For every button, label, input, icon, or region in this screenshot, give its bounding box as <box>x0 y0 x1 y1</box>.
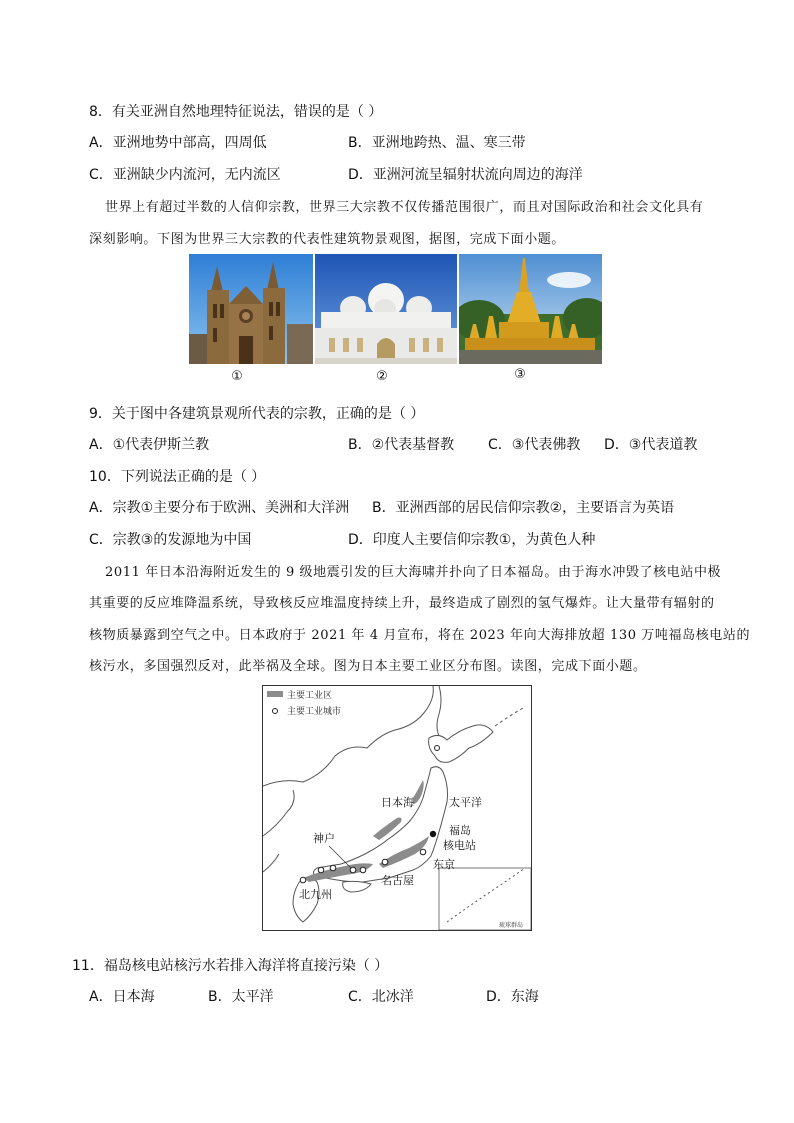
kobe-label: 神户 <box>313 832 335 845</box>
sea-of-japan-label: 日本海 <box>381 796 414 809</box>
city-osaka <box>360 867 366 873</box>
legend-city-label: 主要工业城市 <box>287 707 342 717</box>
city-kobe <box>350 867 356 873</box>
shikoku-outline <box>343 881 371 892</box>
ryukyu-label: 琉球群岛 <box>499 922 524 929</box>
q9-option-c: C．③代表佛教 <box>488 437 581 453</box>
q8-option-a: A．亚洲地势中部高，四周低 <box>89 135 267 151</box>
q11-stem: 11．福岛核电站核污水若排入海洋将直接污染（ ） <box>72 958 389 974</box>
pacific-label: 太平洋 <box>449 796 482 809</box>
ryukyu-inset <box>439 868 531 930</box>
city-tokyo <box>420 849 426 855</box>
photo-label-1: ① <box>231 369 243 384</box>
photo-label-2: ② <box>376 369 388 384</box>
q10-option-c: C．宗教③的发源地为中国 <box>89 532 252 548</box>
pagoda-photo <box>459 254 602 364</box>
city-okayama <box>330 865 336 871</box>
passage1-line2: 深刻影响。下图为世界三大宗教的代表性建筑物景观图，据图，完成下面小题。 <box>89 232 566 247</box>
nagoya-label: 名古屋 <box>381 874 414 887</box>
passage2-line1: 2011 年日本沿海附近发生的 9 级地震引发的巨大海啸并扑向了日本福岛。由于海水冲毁了核电站中极 <box>105 565 722 580</box>
city-hiroshima <box>318 867 324 873</box>
passage2-line4: 核污水，多国强烈反对，此举祸及全球。图为日本主要工业区分布图。读图，完成下面小题。 <box>89 659 647 674</box>
photo-label-3: ③ <box>514 367 526 382</box>
city-sapporo <box>435 746 440 751</box>
q9-option-d: D．③代表道教 <box>604 437 698 453</box>
q10-option-d: D．印度人主要信仰宗教①，为黄色人种 <box>348 532 596 548</box>
q10-stem: 10．下列说法正确的是（ ） <box>89 469 266 485</box>
hokkaido-outline <box>429 725 493 763</box>
tokyo-label: 东京 <box>433 858 455 871</box>
q11-option-a: A．日本海 <box>89 989 155 1005</box>
q10-option-b: B．亚洲西部的居民信仰宗教②，主要语言为英语 <box>372 500 675 516</box>
q9-option-a: A．①代表伊斯兰教 <box>89 437 210 453</box>
fukushima-nuclear-plant <box>430 831 436 837</box>
q8-option-d: D．亚洲河流呈辐射状流向周边的海洋 <box>348 167 583 183</box>
q8-stem: 8．有关亚洲自然地理特征说法，错误的是（ ） <box>89 104 383 120</box>
city-nagoya <box>382 859 388 865</box>
q9-option-b: B．②代表基督教 <box>348 437 455 453</box>
passage1-line1: 世界上有超过半数的人信仰宗教，世界三大宗教不仅传播范围很广，而且对国际政治和社会文化具有 <box>105 200 704 215</box>
korea-coast <box>263 790 294 836</box>
legend-city-swatch <box>273 709 278 714</box>
asia-coast-north <box>263 686 433 786</box>
q8-option-b: B．亚洲地跨热、温、寒三带 <box>348 135 526 151</box>
kitakyushu-label: 北九州 <box>299 888 332 901</box>
legend-zone-swatch <box>267 691 283 697</box>
city-kitakyushu <box>300 877 306 883</box>
japan-industrial-map <box>262 685 532 931</box>
q8-option-c: C．亚洲缺少内流河，无内流区 <box>89 167 281 183</box>
fukushima-label-2: 核电站 <box>443 839 476 852</box>
legend-zone-label: 主要工业区 <box>287 691 333 701</box>
cathedral-photo <box>189 254 313 364</box>
q10-option-a: A．宗教①主要分布于欧洲、美洲和大洋洲 <box>89 500 350 516</box>
q11-option-b: B．太平洋 <box>208 989 274 1005</box>
q9-stem: 9．关于图中各建筑景观所代表的宗教，正确的是（ ） <box>89 406 425 422</box>
fukushima-label-1: 福岛 <box>449 824 471 837</box>
sakhalin-outline <box>437 686 441 736</box>
q11-option-c: C．北冰洋 <box>348 989 414 1005</box>
passage2-line2: 其重要的反应堆降温系统，导致核反应堆温度持续上升，最终造成了剧烈的氢气爆炸。让大量带有辐射的 <box>89 596 715 611</box>
q11-option-d: D．东海 <box>486 989 539 1005</box>
passage2-line3: 核物质暴露到空气之中。日本政府于 2021 年 4 月宣布，将在 2023 年向大海排放超 130 万吨福岛核电站的 <box>89 628 751 643</box>
mosque-photo <box>315 254 457 364</box>
